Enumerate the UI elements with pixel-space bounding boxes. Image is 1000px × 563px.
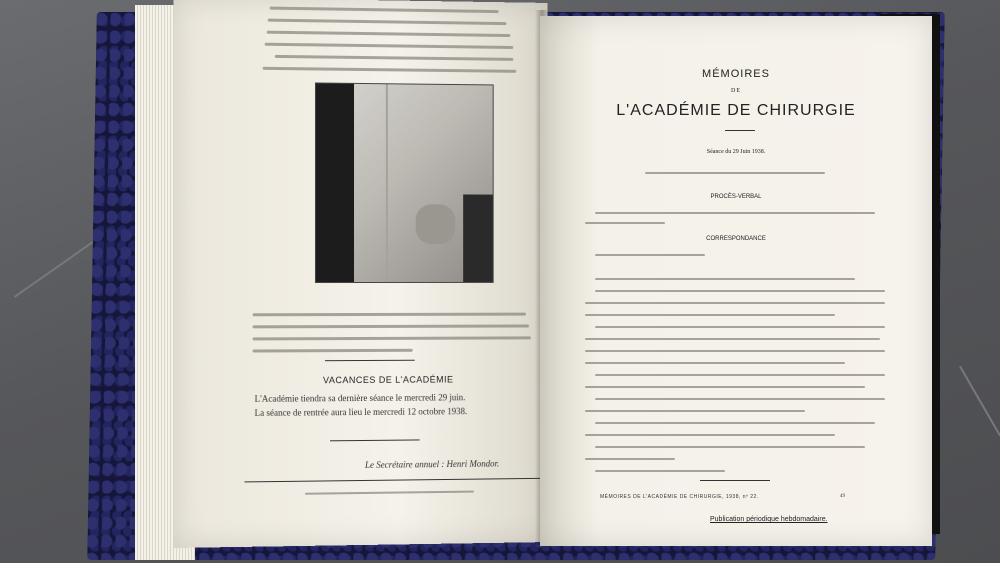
text-line xyxy=(263,67,517,73)
right-page xyxy=(540,16,932,546)
text-line xyxy=(253,324,529,328)
text-line xyxy=(253,313,526,317)
text-line xyxy=(585,362,845,364)
divider-rule xyxy=(244,478,542,483)
text-line xyxy=(253,349,413,353)
text-line xyxy=(585,338,880,340)
text-line xyxy=(270,7,499,14)
text-line xyxy=(595,254,705,256)
text-line xyxy=(595,212,875,214)
divider-rule xyxy=(330,439,420,441)
text-line xyxy=(585,222,665,224)
text-line xyxy=(595,446,865,448)
text-line xyxy=(253,336,531,340)
text-line xyxy=(267,31,511,37)
masthead-memoires: MÉMOIRES xyxy=(702,68,770,80)
divider-rule xyxy=(325,360,415,361)
page-footer: MÉMOIRES DE L'ACADÉMIE DE CHIRURGIE, 1938, nº 22. xyxy=(600,494,759,500)
text-line xyxy=(595,374,885,376)
text-line xyxy=(585,386,865,388)
text-line xyxy=(585,350,885,352)
divider-rule xyxy=(725,130,755,131)
text-line xyxy=(268,19,507,25)
vacation-notice-line-1: L'Académie tiendra sa dernière séance le mercredi 29 juin. xyxy=(254,392,466,404)
text-line xyxy=(585,458,675,460)
text-line xyxy=(585,410,805,412)
section-correspondance: CORRESPONDANCE xyxy=(706,236,766,242)
masthead-title: L'ACADÉMIE DE CHIRURGIE xyxy=(616,102,856,119)
text-line xyxy=(595,470,725,472)
text-line xyxy=(585,434,835,436)
text-line xyxy=(585,302,885,304)
text-line xyxy=(595,290,885,292)
left-page xyxy=(173,0,547,548)
printer-line xyxy=(305,491,474,495)
text-line xyxy=(585,314,835,316)
masthead-de: DE xyxy=(731,88,741,94)
divider-rule xyxy=(700,480,770,481)
vacation-heading: VACANCES DE L'ACADÉMIE xyxy=(323,374,454,386)
text-line xyxy=(265,43,514,49)
section-proces-verbal: PROCÈS-VERBAL xyxy=(710,194,762,200)
page-number: 49 xyxy=(840,494,845,499)
text-line xyxy=(275,55,514,61)
secretary-signature: Le Secrétaire annuel : Henri Mondor. xyxy=(364,458,500,470)
text-line xyxy=(595,278,855,280)
session-date: Séance du 29 Juin 1938. xyxy=(706,149,766,155)
photograph-figure xyxy=(315,82,494,283)
text-line xyxy=(645,172,825,174)
publication-note: Publication périodique hebdomadaire. xyxy=(710,516,828,523)
vacation-notice-line-2: La séance de rentrée aura lieu le mercredi 12 octobre 1938. xyxy=(254,406,468,418)
text-line xyxy=(595,422,875,424)
text-line xyxy=(595,326,885,328)
text-line xyxy=(595,398,885,400)
